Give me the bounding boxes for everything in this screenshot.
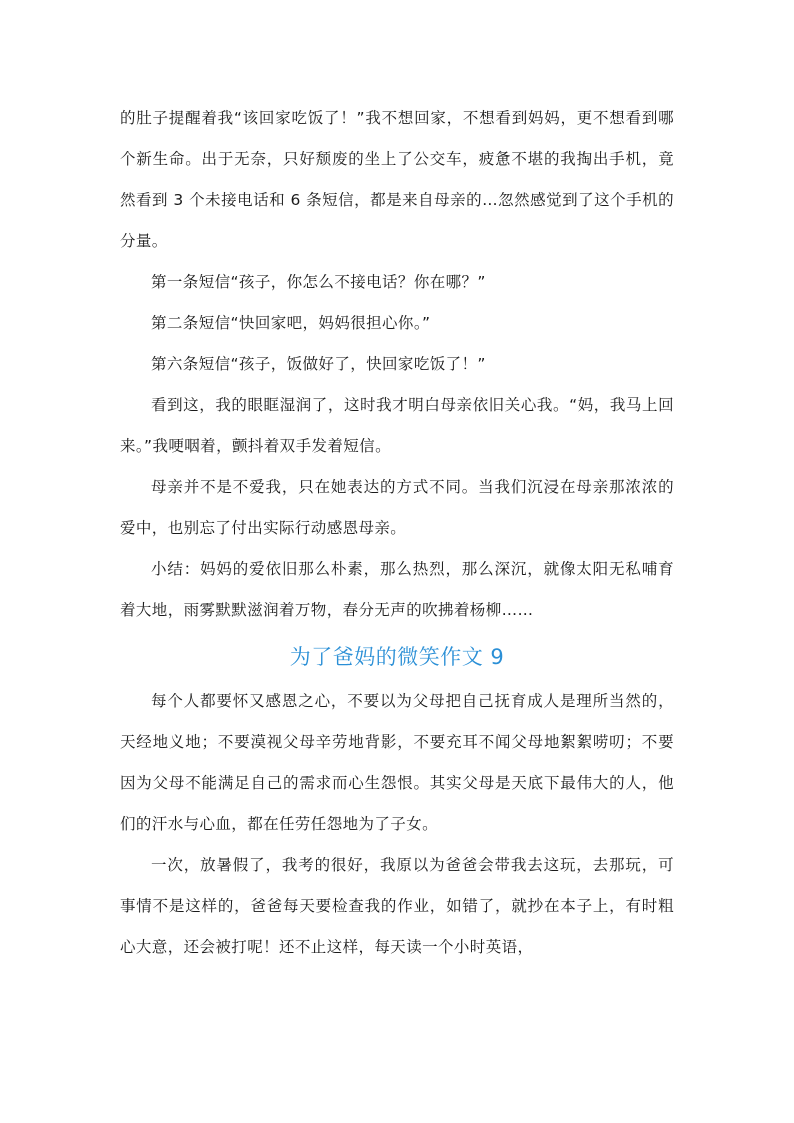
paragraph: 第一条短信“孩子，你怎么不接电话？你在哪？” — [151, 273, 486, 291]
section-heading: 为了爸妈的微笑作文 9 — [289, 645, 505, 669]
paragraph: 第六条短信“孩子，饭做好了，快回家吃饭了！” — [151, 355, 486, 373]
paragraph: 第二条短信“快回家吧，妈妈很担心你。” — [151, 314, 431, 332]
document-content — [120, 98, 674, 968]
paragraph: 的肚子提醒着我“该回家吃饭了！”我不想回家，不想看到妈妈，更不想看到哪个新生命。出于无奈，只好颓废的坐上了公交车，疲惫不堪的我掏出手机，竟然看到 3 个未接电话和 6 条短信，都是来自母亲的…忽然感觉到了这个手机的分量。 — [120, 109, 674, 250]
paragraph: 母亲并不是不爱我，只在她表达的方式不同。当我们沉浸在母亲那浓浓的爱中，也别忘了付出实际行动感恩母亲。 — [120, 478, 674, 537]
paragraph: 看到这，我的眼眶湿润了，这时我才明白母亲依旧关心我。“妈，我马上回来。”我哽咽着，颤抖着双手发着短信。 — [120, 396, 674, 455]
paragraph: 一次，放暑假了，我考的很好，我原以为爸爸会带我去这玩，去那玩，可事情不是这样的，爸爸每天要检查我的作业，如错了，就抄在本子上，有时粗心大意，还会被打呢！还不止这样，每天读一个小时英语， — [120, 856, 674, 956]
paragraph: 每个人都要怀又感恩之心，不要以为父母把自己抚育成人是理所当然的，天经地义地；不要漠视父母辛劳地背影，不要充耳不闻父母地絮絮唠叨；不要因为父母不能满足自己的需求而心生怨恨。其实父母是天底下最伟大的人，他们的汗水与心血，都在任劳任怨地为了子女。 — [120, 692, 674, 833]
paragraph: 小结：妈妈的爱依旧那么朴素，那么热烈，那么深沉，就像太阳无私哺育着大地，雨雾默默滋润着万物，春分无声的吹拂着杨柳…… — [120, 560, 674, 619]
